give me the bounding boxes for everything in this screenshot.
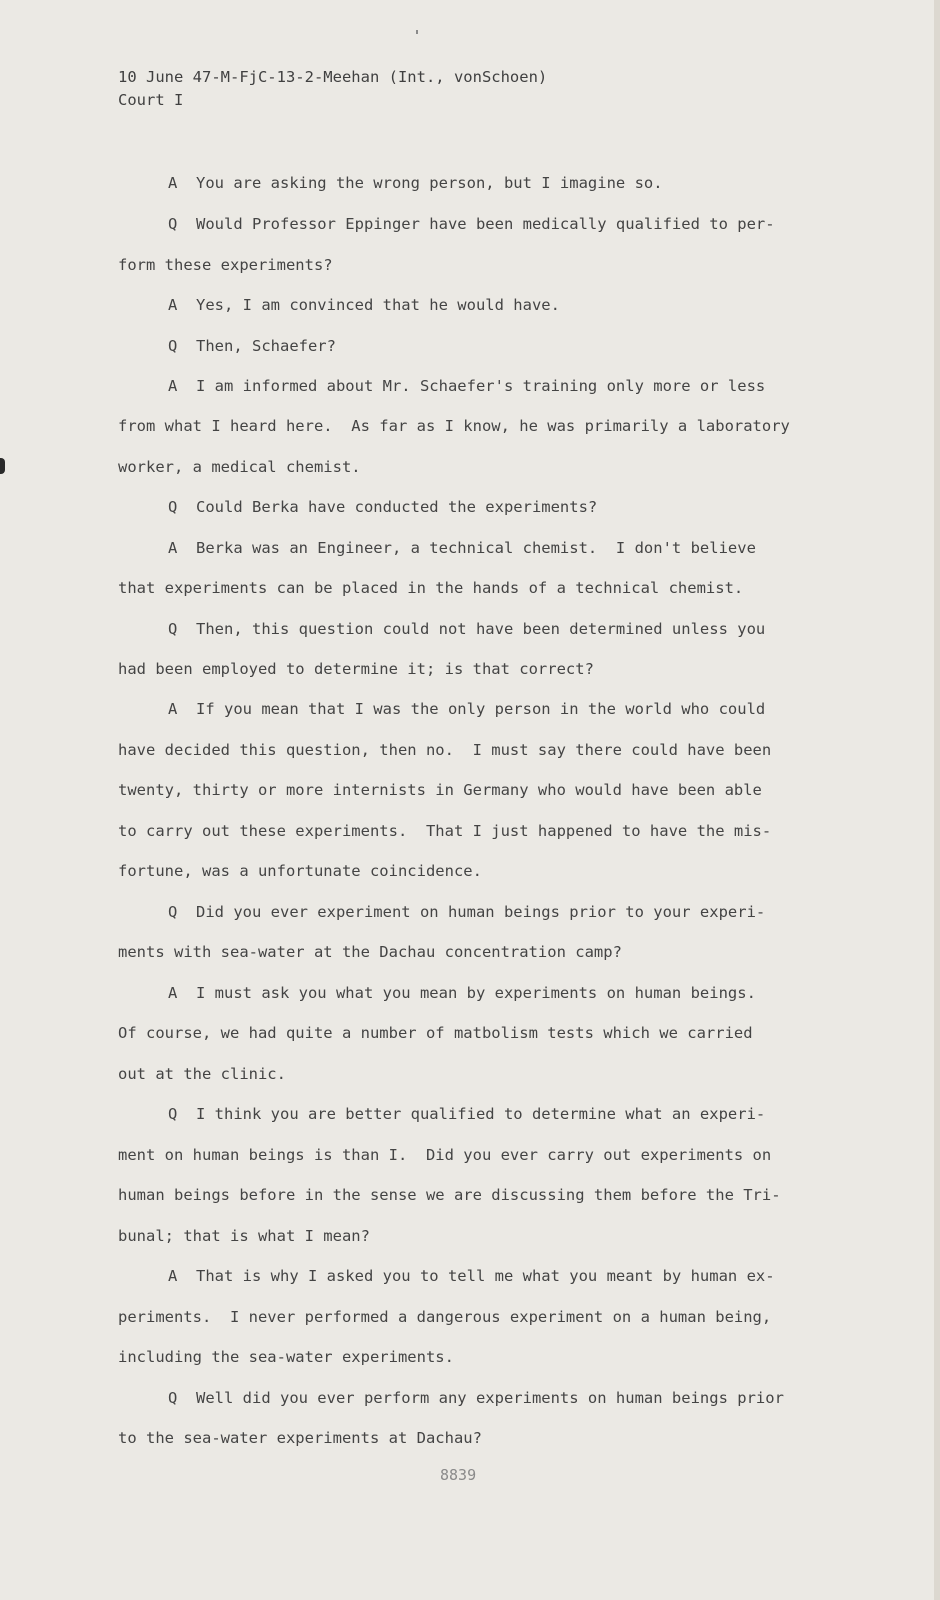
document-header (118, 66, 547, 112)
transcript-line: Q I think you are better qualified to determine what an experi- (168, 1105, 766, 1123)
transcript-line: Q Would Professor Eppinger have been medically qualified to per- (168, 215, 775, 233)
transcript-line: fortune, was a unfortunate coincidence. (118, 862, 482, 880)
transcript-line: bunal; that is what I mean? (118, 1227, 370, 1245)
transcript-line: Q Well did you ever perform any experiments on human beings prior (168, 1389, 784, 1407)
page-number: 8839 (440, 1466, 477, 1484)
transcript-line: human beings before in the sense we are discussing them before the Tri- (118, 1186, 781, 1204)
paper-edge (934, 0, 940, 1600)
transcript-line: Q Could Berka have conducted the experiments? (168, 498, 598, 516)
transcript-line: ments with sea-water at the Dachau concentration camp? (118, 943, 622, 961)
paper-speck (416, 30, 418, 34)
transcript-line: A Berka was an Engineer, a technical chemist. I don't believe (168, 539, 756, 557)
transcript-line: had been employed to determine it; is that correct? (118, 660, 594, 678)
transcript-line: Q Then, this question could not have been determined unless you (168, 620, 766, 638)
transcript-line: out at the clinic. (118, 1065, 286, 1083)
transcript-line: Q Then, Schaefer? (168, 337, 336, 355)
transcript-line: A I must ask you what you mean by experiments on human beings. (168, 984, 756, 1002)
transcript-line: to carry out these experiments. That I just happened to have the mis- (118, 822, 772, 840)
transcript-line: from what I heard here. As far as I know, he was primarily a laboratory (118, 417, 790, 435)
transcript-line: worker, a medical chemist. (118, 458, 361, 476)
transcript-line: twenty, thirty or more internists in Germany who would have been able (118, 781, 762, 799)
transcript-line: form these experiments? (118, 256, 333, 274)
header-session-line: 10 June 47-M-FjC-13-2-Meehan (Int., vonSchoen) (118, 68, 548, 86)
transcript-line: that experiments can be placed in the hands of a technical chemist. (118, 579, 744, 597)
transcript-line: Q Did you ever experiment on human beings prior to your experi- (168, 903, 766, 921)
transcript-line: A Yes, I am convinced that he would have. (168, 296, 560, 314)
transcript-line: A If you mean that I was the only person in the world who could (168, 700, 766, 718)
transcript-line: A That is why I asked you to tell me what you meant by human ex- (168, 1267, 775, 1285)
transcript-line: periments. I never performed a dangerous experiment on a human being, (118, 1308, 772, 1326)
transcript-line: including the sea-water experiments. (118, 1348, 454, 1366)
transcript-line: to the sea-water experiments at Dachau? (118, 1429, 482, 1447)
transcript-line: have decided this question, then no. I must say there could have been (118, 741, 772, 759)
punch-hole-mark (0, 458, 5, 474)
transcript-line: ment on human beings is than I. Did you ever carry out experiments on (118, 1146, 772, 1164)
transcript-line: A I am informed about Mr. Schaefer's training only more or less (168, 377, 766, 395)
transcript-line: Of course, we had quite a number of matbolism tests which we carried (118, 1024, 753, 1042)
transcript-line: A You are asking the wrong person, but I imagine so. (168, 174, 663, 192)
header-court-line: Court I (118, 91, 184, 109)
